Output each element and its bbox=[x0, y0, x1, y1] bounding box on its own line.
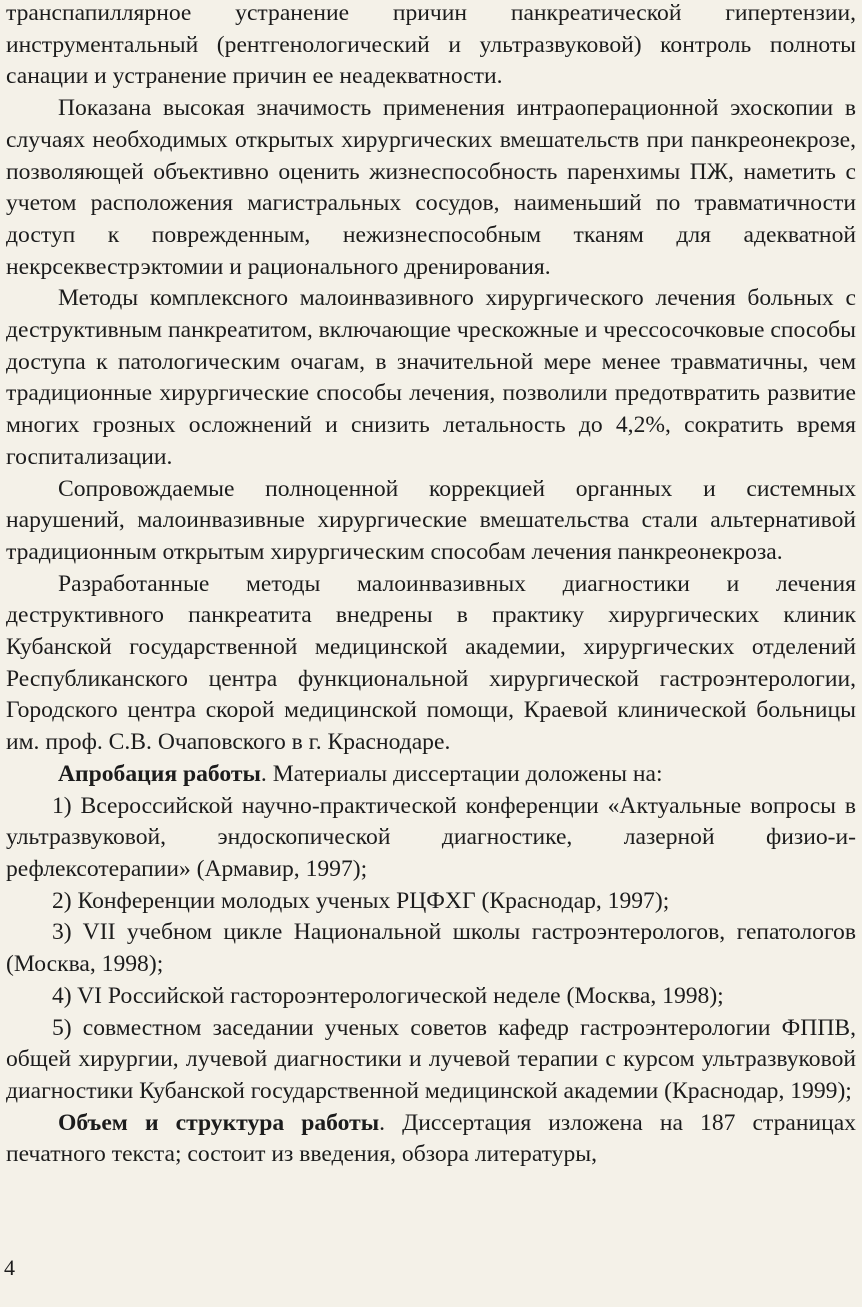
paragraph-2 bbox=[6, 93, 856, 283]
body-text bbox=[6, 0, 856, 1171]
paragraph-4 bbox=[6, 474, 856, 569]
paragraph-1-text: транспапиллярное устранение причин панкреатической гипертензии, инструментальный (рентгенологический и ультразвуковой) контроль полноты санации и устранение причин ее неадекватности. bbox=[6, 0, 856, 90]
list-item-5 bbox=[6, 1013, 856, 1108]
structure-heading: Объем и структура работы bbox=[58, 1109, 380, 1136]
list-item-4 bbox=[6, 981, 856, 1013]
list-item-1-text: 1) Всероссийской научно-практической конференции «Актуальные вопросы в ультразвуковой, эндоскопической диагностике, лазерной физио-и-рефлексотерапии» (Армавир, 1997); bbox=[6, 792, 856, 882]
paragraph-2-text: Показана высокая значимость применения интраоперационной эхоскопии в случаях необходимых открытых хирургических вмешательств при панкреонекрозе, позволяющей объективно оценить жизнеспособность паренхимы ПЖ, наметить с учетом расположения магистральных сосудов, наименьший по травматичности доступ к поврежденным, нежизнеспособным тканям для адекватной некрсеквестрэктомии и рационального дренирования. bbox=[6, 95, 856, 280]
list-item-3-text: 3) VII учебном цикле Национальной школы гастроэнтерологов, гепатологов (Москва, 1998); bbox=[6, 919, 856, 978]
approbation-paragraph bbox=[6, 759, 856, 791]
list-item-2-text: 2) Конференции молодых ученых РЦФХГ (Краснодар, 1997); bbox=[52, 887, 670, 914]
list-item-1 bbox=[6, 791, 856, 886]
paragraph-4-text: Сопровождаемые полноценной коррекцией органных и системных нарушений, малоинвазивные хирургические вмешательства стали альтернативой традиционным открытым хирургическим способам лечения панкреонекроза. bbox=[6, 475, 856, 565]
list-item-3 bbox=[6, 917, 856, 980]
paragraph-3-text: Методы комплексного малоинвазивного хирургического лечения больных с деструктивным панкреатитом, включающие чрескожные и чрессосочковые способы доступа к патологическим очагам, в значительной мере менее травматичны, чем традиционные хирургические способы лечения, позволили предотвратить развитие многих грозных осложнений и снизить летальность до 4,2%, сократить время госпитализации. bbox=[6, 285, 856, 470]
paragraph-3 bbox=[6, 283, 856, 473]
list-item-5-text: 5) совместном заседании ученых советов кафедр гастроэнтерологии ФППВ, общей хирургии, лучевой диагностики и лучевой терапии с курсом ультразвуковой диагностики Кубанской государственной медицинской академии (Краснодар, 1999); bbox=[6, 1014, 856, 1104]
page-number: 4 bbox=[4, 1255, 15, 1280]
list-item-2 bbox=[6, 886, 856, 918]
structure-paragraph bbox=[6, 1108, 856, 1171]
paragraph-5 bbox=[6, 569, 856, 759]
approbation-text: . Материалы диссертации доложены на: bbox=[260, 760, 663, 787]
paragraph-5-text: Разработанные методы малоинвазивных диагностики и лечения деструктивного панкреатита внедрены в практику хирургических клиник Кубанской государственной медицинской академии, хирургических отделений Республиканского центра функциональной хирургической гастроэнтерологии, Городского центра скорой медицинской помощи, Краевой клинической больницы им. проф. С.В. Очаповского в г. Краснодаре. bbox=[6, 570, 856, 756]
paragraph-1 bbox=[6, 0, 856, 93]
structure-text: . Диссертация изложена на 187 страницах печатного текста; состоит из введения, обзора литературы, bbox=[6, 1109, 856, 1168]
approbation-heading: Апробация работы bbox=[58, 760, 261, 787]
list-item-4-text: 4) VI Российской гастороэнтерологической неделе (Москва, 1998); bbox=[52, 982, 724, 1009]
